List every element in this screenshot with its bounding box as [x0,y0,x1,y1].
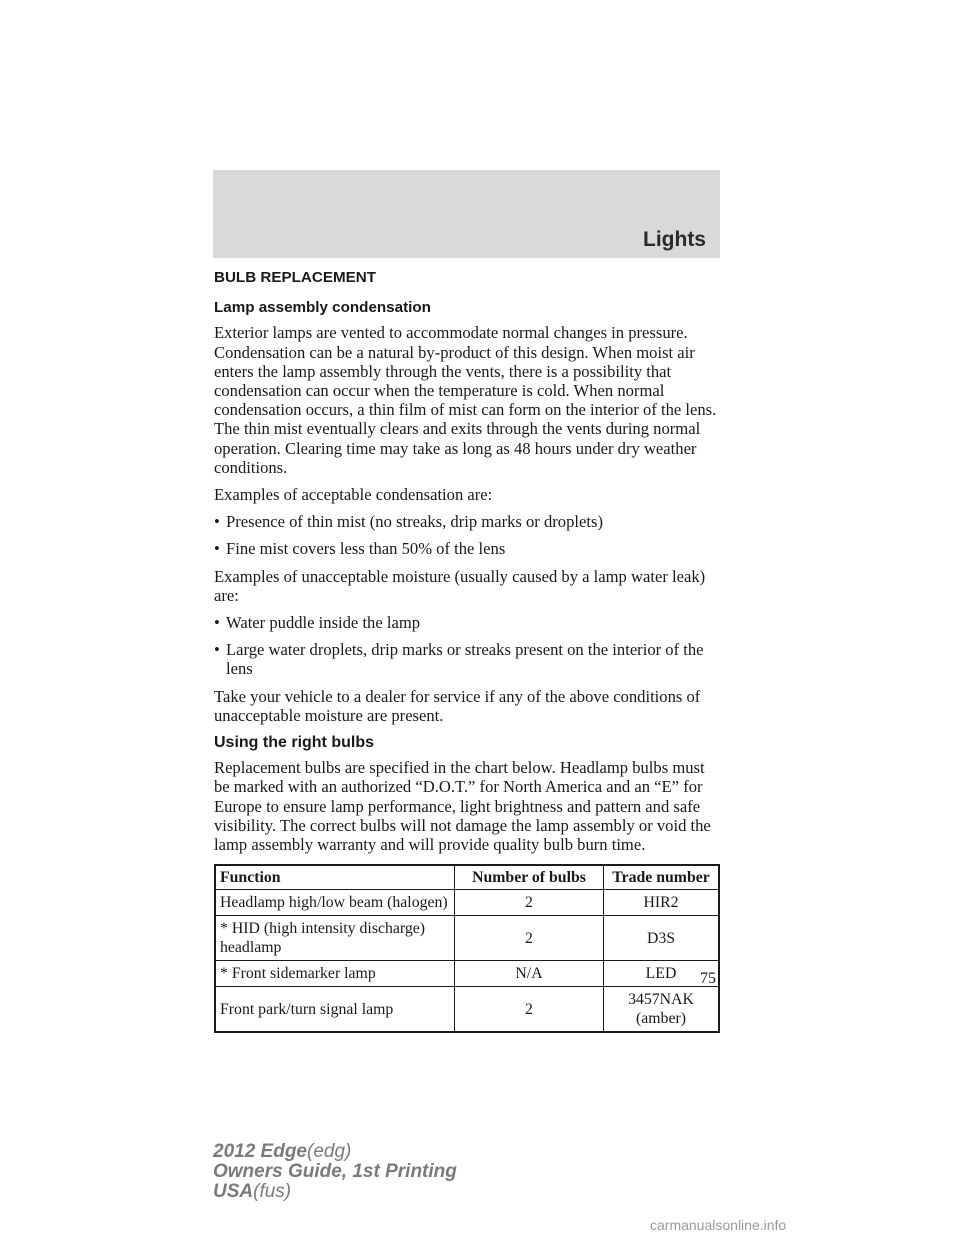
cell-number: 2 [455,890,604,916]
footer-market-code: (fus) [253,1181,292,1202]
table-row [215,987,719,1033]
cell-trade: D3S [604,916,720,961]
column-header-number: Number of bulbs [455,865,604,890]
footer-model-code: (edg) [307,1141,352,1162]
cell-function: Front park/turn signal lamp [215,987,455,1033]
bullet-icon: • [214,640,220,660]
bulb-table [214,864,720,1033]
subheading-condensation: Lamp assembly condensation [214,299,431,317]
page-content [214,268,720,1033]
section-title: Lights [643,228,706,251]
column-header-trade: Trade number [604,865,720,890]
column-header-function: Function [215,865,455,890]
page-number: 75 [700,970,716,987]
bullet-icon: • [214,512,220,532]
cell-function: * Front sidemarker lamp [215,961,455,987]
subheading-right-bulbs: Using the right bulbs [214,734,374,752]
footer-model: 2012 Edge [213,1141,307,1162]
cell-number: 2 [455,987,604,1033]
cell-trade: LED [604,961,720,987]
bullet-icon: • [214,613,220,633]
list-item: • Large water droplets, drip marks or streaks present on the interior of the lens [214,640,704,679]
bulbs-text: Replacement bulbs are specified in the chart below. Headlamp bulbs must be marked with an authorized “D.O.T.” for North America and an “E” for Europe to ensure lamp performance, light brightness and pattern and safe visibility. The correct bulbs will not damage the lamp assembly or void the lamp assembly warranty and will provide quality bulb burn time. [214,758,711,855]
acceptable-list [214,512,720,558]
cell-function: * HID (high intensity discharge) headlamp [215,916,455,961]
bullet-icon: • [214,539,220,559]
document-footer [213,1142,457,1202]
footer-market: USA [213,1181,254,1202]
cell-function: Headlamp high/low beam (halogen) [215,890,455,916]
cell-number: 2 [455,916,604,961]
table-row [215,890,719,916]
unacceptable-intro: Examples of unacceptable moisture (usually caused by a lamp water leak) are: [214,566,706,605]
table-header-row [215,865,719,890]
list-item: • Presence of thin mist (no streaks, drip marks or droplets) [214,512,603,532]
table-row [215,916,719,961]
acceptable-intro: Examples of acceptable condensation are: [214,485,493,505]
cell-number: N/A [455,961,604,987]
list-item: • Fine mist covers less than 50% of the lens [214,539,506,559]
list-item: • Water puddle inside the lamp [214,613,421,633]
page-heading: BULB REPLACEMENT [214,269,376,286]
unacceptable-list [214,613,720,679]
site-watermark: carmanualsonline.info [650,1217,787,1233]
section-header-band [213,170,720,258]
condensation-intro: Exterior lamps are vented to accommodate normal changes in pressure. Condensation can be a natural by-product of this design. When moist air enters the lamp assembly through the vents, there is a possibility that condensation can occur when the temperature is cold. When normal condensation occurs, a thin film of mist can form on the interior of the lens. The thin mist eventually clears and exits through the vents during normal operation. Clearing time may take as long as 48 hours under dry weather conditions. [214,323,717,477]
cell-trade: 3457NAK (amber) [604,987,720,1033]
footer-guide: Owners Guide, 1st Printing [213,1161,457,1182]
cell-trade: HIR2 [604,890,720,916]
table-row [215,961,719,987]
condensation-closing: Take your vehicle to a dealer for service if any of the above conditions of unacceptable moisture are present. [214,686,701,725]
